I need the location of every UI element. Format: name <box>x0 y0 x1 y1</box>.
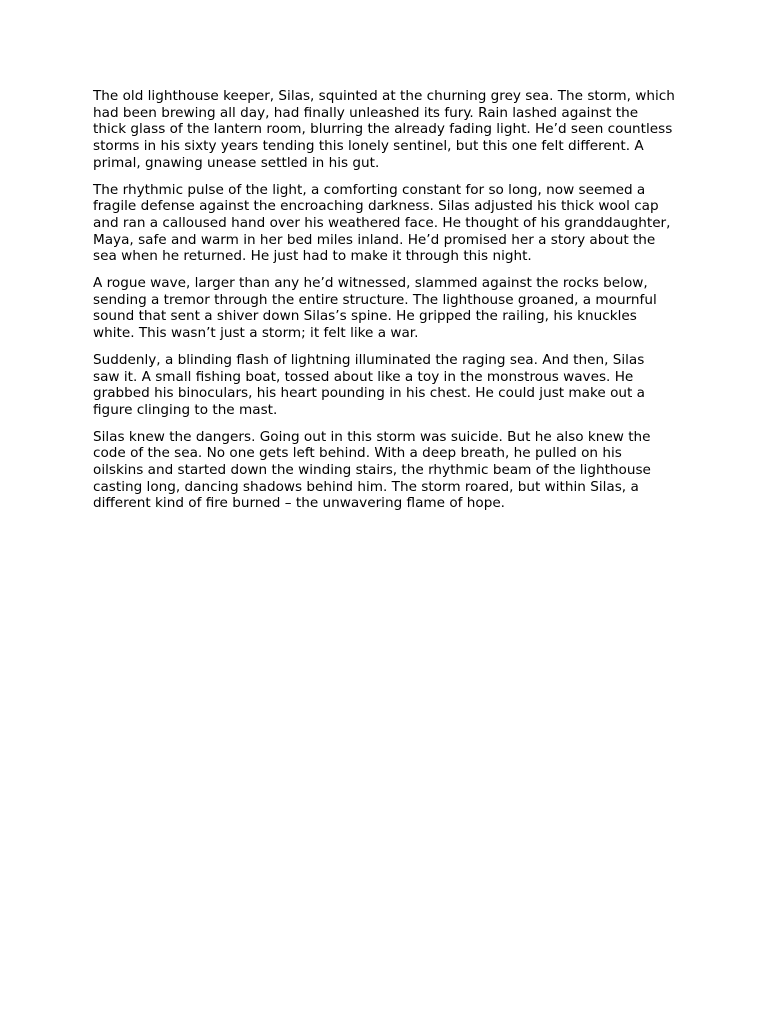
paragraph-5: Silas knew the dangers. Going out in this storm was suicide. But he also knew the code of the sea. No one gets left behind. With a deep breath, he pulled on his oilskins and started down the winding stairs, the rhythmic beam of the lighthouse casting long, dancing shadows behind him. The storm roared, but within Silas, a different kind of fire burned – the unwavering flame of hope. <box>93 428 651 512</box>
paragraph-2: The rhythmic pulse of the light, a comforting constant for so long, now seemed a fragile defense against the encroaching darkness. Silas adjusted his thick wool cap and ran a calloused hand over his weathered face. He thought of his granddaughter, Maya, safe and warm in her bed miles inland. He’d promised her a story about the sea when he returned. He just had to make it through this night. <box>93 181 671 265</box>
paragraph-3: A rogue wave, larger than any he’d witnessed, slammed against the rocks below, sending a tremor through the entire structure. The lighthouse groaned, a mournful sound that sent a shiver down Silas’s spine. He gripped the railing, his knuckles white. This wasn’t just a storm; it felt like a war. <box>93 275 657 342</box>
document-body <box>93 88 675 522</box>
paragraph-4: Suddenly, a blinding flash of lightning illuminated the raging sea. And then, Silas saw it. A small fishing boat, tossed about like a toy in the monstrous waves. He grabbed his binoculars, his heart pounding in his chest. He could just make out a figure clinging to the mast. <box>93 351 645 418</box>
paragraph-1: The old lighthouse keeper, Silas, squinted at the churning grey sea. The storm, which had been brewing all day, had finally unleashed its fury. Rain lashed against the thick glass of the lantern room, blurring the already fading light. He’d seen countless storms in his sixty years tending this lonely sentinel, but this one felt different. A primal, gnawing unease settled in his gut. <box>93 88 675 171</box>
